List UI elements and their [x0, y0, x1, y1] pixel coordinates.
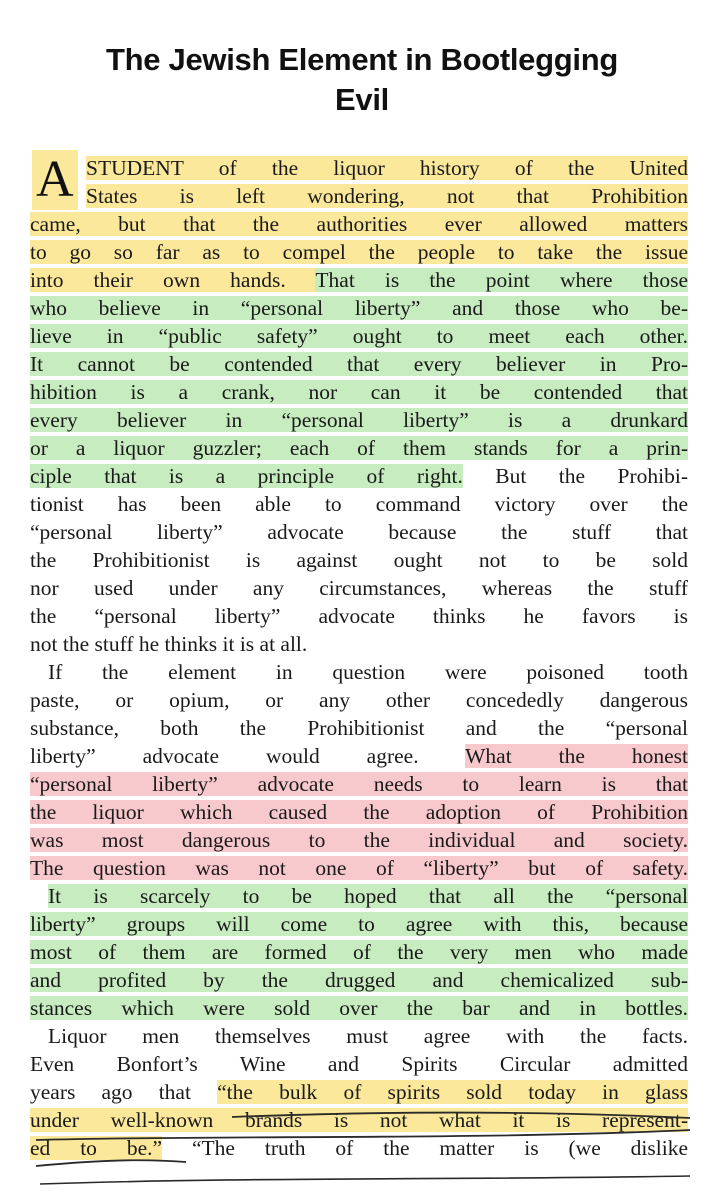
- text-segment: “personal liberty” advocate because the stuff that: [30, 520, 688, 544]
- text-segment: Even Bonfort’s Wine and Spirits Circular admitted: [30, 1052, 688, 1076]
- highlighted-text: was most dangerous to the individual and society.: [30, 828, 688, 852]
- text-segment: substance, both the Prohibitionist and the “personal: [30, 716, 688, 740]
- title-line-2: Evil: [335, 82, 389, 117]
- highlighted-text: ciple that is a principle of right.: [30, 464, 463, 488]
- pen-underline-1: [232, 1113, 690, 1118]
- highlighted-text: STUDENT of the liquor history of the United: [86, 156, 688, 180]
- highlighted-text: What the honest: [465, 744, 688, 768]
- text-segment: not the stuff he thinks it is at all.: [30, 632, 308, 656]
- drop-cap: A: [32, 150, 78, 210]
- highlighted-text: under well-known brands is not what it is represent-: [30, 1108, 688, 1132]
- highlighted-text: every believer in “personal liberty” is a drunkard: [30, 408, 688, 432]
- highlighted-text: liberty” groups will come to agree with this, because: [30, 912, 688, 936]
- text-segment: the “personal liberty” advocate thinks he favors is: [30, 604, 688, 628]
- pen-underline-4: [40, 1176, 690, 1184]
- highlighted-text: who believe in “personal liberty” and those who be-: [30, 296, 688, 320]
- highlighted-text: ed to be.”: [30, 1136, 163, 1160]
- highlighted-text: “personal liberty” advocate needs to learn is that: [30, 772, 688, 796]
- text-segment: If the element in question were poisoned tooth: [48, 660, 688, 684]
- highlighted-text: That is the point where those: [315, 268, 688, 292]
- text-segment: liberty” advocate would agree.: [30, 744, 466, 768]
- pen-underline-3: [36, 1160, 186, 1166]
- text-segment: paste, or opium, or any other concededly dangerous: [30, 688, 688, 712]
- highlighted-text: stances which were sold over the bar and in bottles.: [30, 996, 688, 1020]
- text-segment: “The truth of the matter is (we dislike: [162, 1136, 688, 1160]
- highlighted-text: most of them are formed of the very men who made: [30, 940, 688, 964]
- highlighted-text: States is left wondering, not that Prohibition: [86, 184, 688, 208]
- text-segment: nor used under any circumstances, whereas the stuff: [30, 576, 688, 600]
- text-segment: years ago that: [30, 1080, 218, 1104]
- highlighted-text: It cannot be contended that every believer in Pro-: [30, 352, 688, 376]
- text-segment: the Prohibitionist is against ought not to be sold: [30, 548, 688, 572]
- highlighted-text: hibition is a crank, nor can it be contended that: [30, 380, 688, 404]
- highlighted-text: the liquor which caused the adoption of Prohibition: [30, 800, 688, 824]
- highlighted-text: to go so far as to compel the people to take the issue: [30, 240, 688, 264]
- text-segment: But the Prohibi-: [462, 464, 688, 488]
- highlighted-text: came, but that the authorities ever allowed matters: [30, 212, 688, 236]
- text-segment: tionist has been able to command victory over the: [30, 492, 688, 516]
- title-line-1: The Jewish Element in Bootlegging: [106, 42, 618, 77]
- text-segment: Liquor men themselves must agree with the facts.: [48, 1024, 688, 1048]
- highlighted-text: into their own hands.: [30, 268, 316, 292]
- highlighted-text: It is scarcely to be hoped that all the “personal: [48, 884, 688, 908]
- highlighted-text: lieve in “public safety” ought to meet each other.: [30, 324, 688, 348]
- highlighted-text: The question was not one of “liberty” but of safety.: [30, 856, 688, 880]
- highlighted-text: “the bulk of spirits sold today in glass: [217, 1080, 688, 1104]
- highlighted-text: and profited by the drugged and chemicalized sub-: [30, 968, 688, 992]
- highlighted-text: or a liquor guzzler; each of them stands for a prin-: [30, 436, 688, 460]
- pen-underline-2: [36, 1130, 690, 1140]
